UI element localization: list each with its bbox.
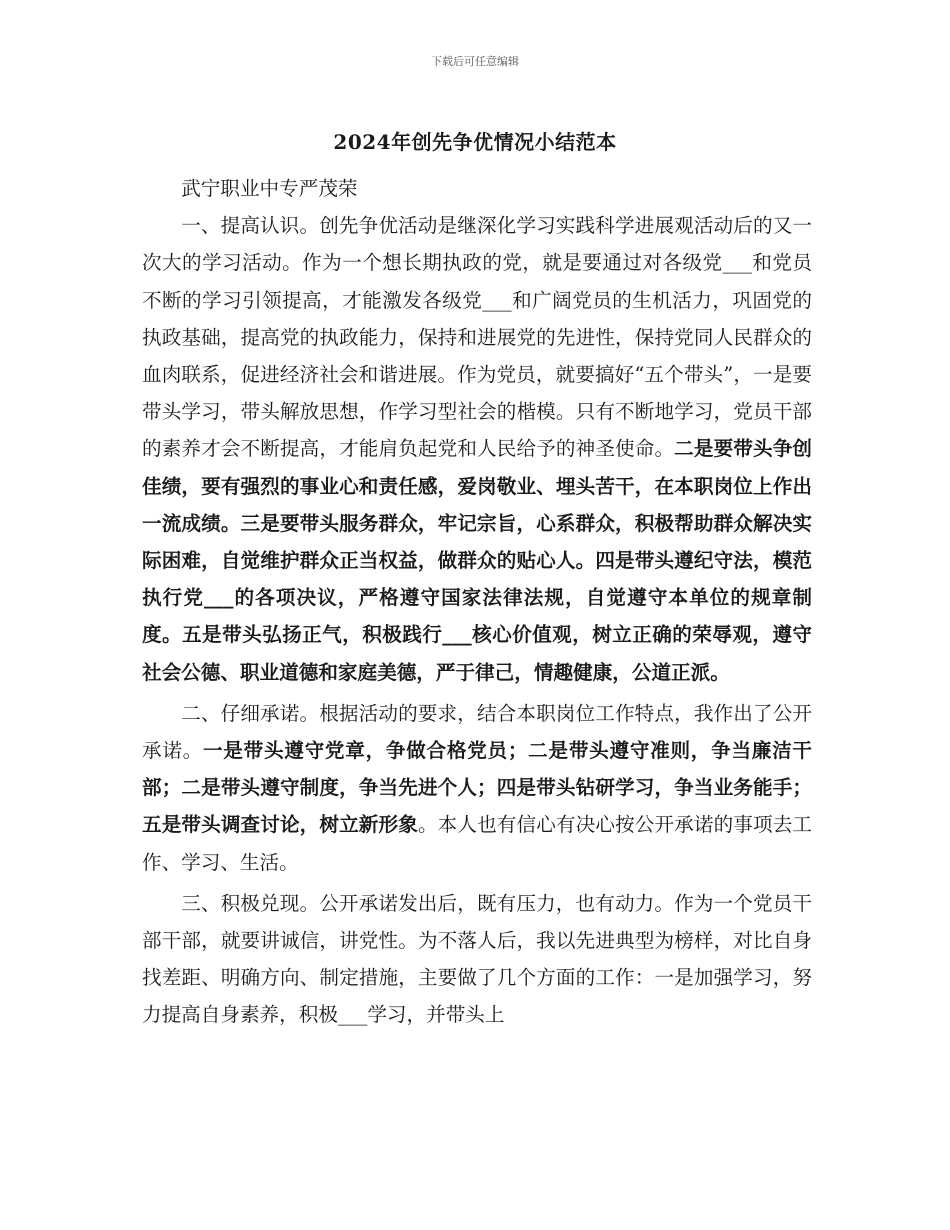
paragraph-1 — [142, 207, 812, 691]
paragraph-1-bold-text: 二是要带头争创佳绩，要有强烈的事业心和责任感，爱岗敬业、埋头苦干，在本职岗位上作出一流成绩。三是要带头服务群众，牢记宗旨，心系群众，积极帮助群众解决实际困难，自觉维护群众正当权益，做群众的贴心人。四是带头遵纪守法，模范执行党___的各项决议，严格遵守国家法律法规，自觉遵守本单位的规章制度。五是带头弘扬正气，积极践行___核心价值观，树立正确的荣辱观，遵守社会公德、职业道德和家庭美德，严于律己，情趣健康，公道正派。 — [142, 437, 813, 684]
paragraph-3 — [142, 885, 812, 1034]
paragraph-2-text: 二、仔细承诺。根据活动的要求，结合本职岗位工作特点，我作出了公开承诺。 — [142, 701, 812, 763]
author-line: 武宁职业中专严茂荣 — [181, 177, 358, 200]
paragraph-1-text: 一、提高认识。创先争优活动是继深化学习实践科学进展观活动后的又一次大的学习活动。作为一个想长期执政的党，就是要通过对各级党___和党员不断的学习引领提高，才能激发各级党___和广阔党员的生机活力，巩固党的执政基础，提高党的执政能力，保持和进展党的先进性，保持党同人民群众的血肉联系，促进经济社会和谐进展。作为党员，就要搞好“五个带头”，一是要带头学习，带头解放思想，作学习型社会的楷模。只有不断地学习，党员干部的素养才会不断提高，才能肩负起党和人民给予的神圣使命。 — [142, 214, 812, 461]
document-body — [142, 170, 812, 1034]
header-note: 下载后可任意编辑 — [431, 55, 519, 68]
paragraph-2-tail-text: 。本人也有信心有决心按公开承诺的事项去工作、学习、生活。 — [142, 813, 813, 874]
paragraph-3-text: 三、积极兑现。公开承诺发出后，既有压力，也有动力。作为一个党员干部干部，就要讲诚信，讲党性。为不落人后，我以先进典型为榜样，对比自身找差距、明确方向、制定措施，主要做了几个方面的工作：一是加强学习，努力提高自身素养，积极___学习，并带头上 — [142, 891, 812, 1027]
paragraph-2-bold-text: 一是带头遵守党章，争做合格党员；二是带头遵守准则，争当廉洁干部；二是带头遵守制度，争当先进个人；四是带头钻研学习，争当业务能手；五是带头调查讨论，树立新形象 — [142, 739, 813, 837]
document-title: 2024年创先争优情况小结范本 — [333, 130, 617, 154]
paragraph-2 — [142, 695, 812, 881]
